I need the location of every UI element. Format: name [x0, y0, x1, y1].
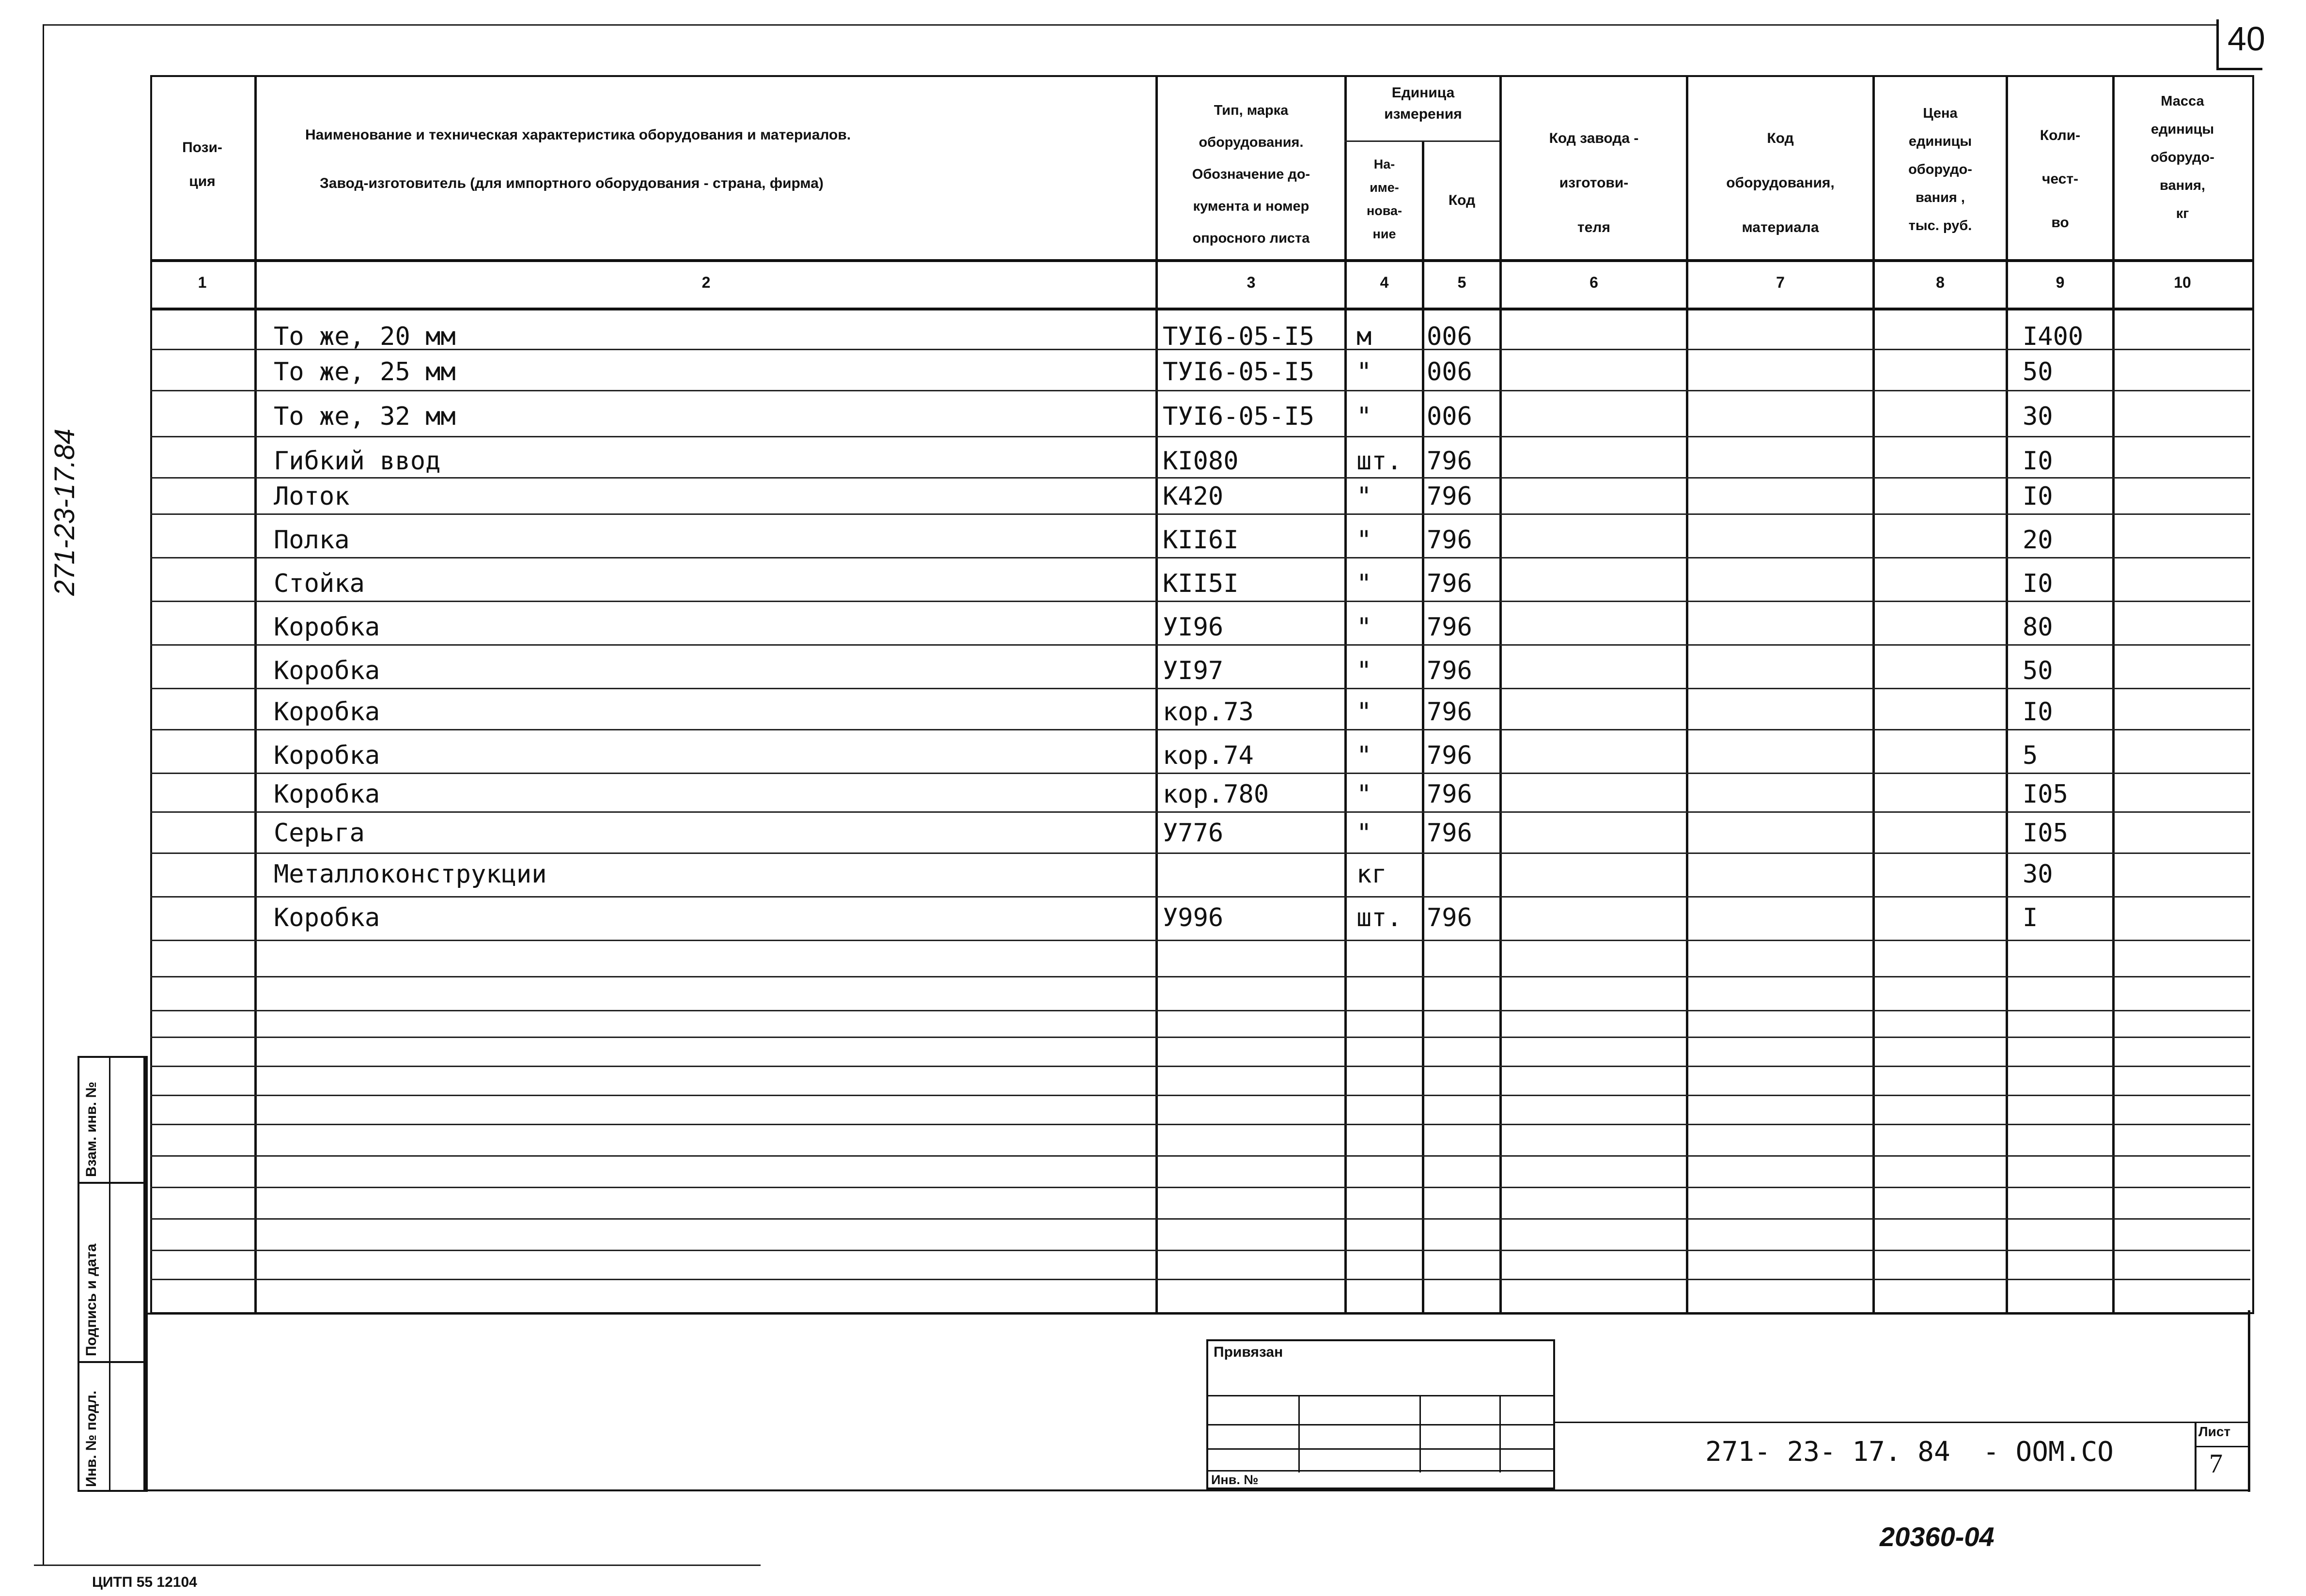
header-bottom-line — [150, 259, 2253, 262]
colnum-1: 1 — [198, 274, 207, 291]
item-quantity: I — [2023, 903, 2038, 932]
row-separator — [150, 976, 2250, 977]
stamp-line2 — [1206, 1424, 1555, 1426]
row-separator — [150, 852, 2250, 854]
item-name: Коробка — [274, 656, 380, 685]
colnum-6: 6 — [1589, 274, 1598, 291]
item-name: То же, 20 мм — [274, 322, 456, 351]
item-unit: " — [1356, 402, 1372, 431]
row-separator — [150, 557, 2250, 558]
side-stamp-podpis: Подпись и дата — [83, 1243, 99, 1356]
header-unit-group: Единица измерения — [1384, 85, 1462, 122]
item-name: Полка — [274, 526, 350, 555]
row-separator — [150, 811, 2250, 813]
item-unit: " — [1356, 526, 1372, 555]
item-type: ТУI6-05-I5 — [1163, 322, 1315, 351]
header-position: Пози- ция — [182, 139, 222, 189]
row-separator — [150, 773, 2250, 774]
lower-band-bottom — [145, 1489, 2250, 1491]
header-name-line1: Наименование и техническая характеристика оборудования и материалов. — [305, 127, 851, 143]
lower-right-line — [2248, 1310, 2250, 1492]
item-type: У776 — [1163, 819, 1224, 848]
row-separator — [150, 940, 2250, 941]
document-designation: 271- 23- 17. 84 - ООМ.СО — [1705, 1436, 2114, 1468]
page-left-line — [43, 24, 44, 1565]
row-separator — [150, 477, 2250, 479]
lower-band-top — [145, 1313, 2250, 1315]
item-unit: " — [1356, 780, 1372, 809]
row-separator — [150, 1218, 2250, 1220]
item-unit-code: 006 — [1427, 402, 1472, 431]
item-unit-code: 796 — [1427, 697, 1472, 727]
item-type: кор.73 — [1163, 697, 1254, 727]
item-name: Гибкий ввод — [274, 447, 441, 476]
item-unit-code: 796 — [1427, 482, 1472, 511]
item-quantity: I0 — [2023, 447, 2053, 476]
item-unit-code: 796 — [1427, 447, 1472, 476]
row-separator — [150, 513, 2250, 515]
col-line-6 — [1686, 75, 1688, 1313]
item-quantity: I0 — [2023, 569, 2053, 598]
row-separator — [150, 1037, 2250, 1038]
stamp-line3 — [1206, 1448, 1555, 1450]
row-separator — [150, 601, 2250, 602]
sheet-box-divider — [2195, 1446, 2248, 1447]
colnum-4: 4 — [1380, 274, 1389, 291]
col-line-1 — [254, 75, 257, 1313]
item-unit: " — [1356, 819, 1372, 848]
item-quantity: I0 — [2023, 482, 2053, 511]
side-stamp-sep2 — [78, 1361, 145, 1363]
col-line-2 — [1155, 75, 1158, 1313]
row-separator — [150, 896, 2250, 898]
side-stamp-sep1 — [78, 1182, 145, 1184]
item-type: кор.780 — [1163, 780, 1269, 809]
item-unit-code: 796 — [1427, 526, 1472, 555]
colnum-8: 8 — [1936, 274, 1945, 291]
item-type: ТУI6-05-I5 — [1163, 402, 1315, 431]
item-unit: " — [1356, 482, 1372, 511]
item-quantity: 20 — [2023, 526, 2053, 555]
footer-code: 20360-04 — [1880, 1521, 1994, 1552]
header-equipment-code: Код оборудования, материала — [1726, 130, 1835, 235]
unit-group-line — [1344, 140, 1499, 142]
item-quantity: 50 — [2023, 656, 2053, 685]
colnum-7: 7 — [1776, 274, 1785, 291]
header-price: Цена единицы оборудо- вания , тыс. руб. — [1908, 106, 1972, 233]
item-name: Коробка — [274, 741, 380, 770]
item-name: То же, 25 мм — [274, 357, 456, 387]
row-separator — [150, 688, 2250, 689]
item-unit-code: 006 — [1427, 322, 1472, 351]
row-separator — [150, 1187, 2250, 1188]
item-quantity: I400 — [2023, 322, 2084, 351]
item-quantity: 80 — [2023, 613, 2053, 642]
item-unit-code: 796 — [1427, 656, 1472, 685]
item-quantity: 5 — [2023, 741, 2038, 770]
row-separator — [150, 1095, 2250, 1096]
item-unit: шт. — [1356, 903, 1402, 932]
privyazan-label: Привязан — [1214, 1344, 1283, 1360]
side-stamp-divider — [109, 1056, 110, 1492]
col-line-7 — [1872, 75, 1875, 1313]
stamp-line4 — [1206, 1470, 1555, 1472]
header-unit-code: Код — [1448, 192, 1476, 208]
item-unit: " — [1356, 741, 1372, 770]
bottom-dashed-line — [34, 1565, 761, 1566]
item-type: ТУI6-05-I5 — [1163, 357, 1315, 387]
privyazan-stamp — [1206, 1339, 1555, 1489]
row-separator — [150, 1250, 2250, 1251]
item-quantity: 30 — [2023, 860, 2053, 889]
item-type: КII6I — [1163, 526, 1239, 555]
item-type: У996 — [1163, 903, 1224, 932]
header-factory-code: Код завода - изготови- теля — [1549, 130, 1639, 235]
item-type: УI97 — [1163, 656, 1224, 685]
sheet-label: Лист — [2198, 1424, 2231, 1439]
item-unit-code: 796 — [1427, 903, 1472, 932]
item-unit-code: 796 — [1427, 780, 1472, 809]
item-name: Коробка — [274, 780, 380, 809]
item-unit-code: 006 — [1427, 357, 1472, 387]
colnum-5: 5 — [1457, 274, 1466, 291]
item-type: кор.74 — [1163, 741, 1254, 770]
item-type: УI96 — [1163, 613, 1224, 642]
header-mass: Масса единицы оборудо- вания, кг — [2150, 93, 2214, 221]
col-line-5 — [1499, 75, 1502, 1313]
item-unit: кг — [1356, 860, 1387, 889]
item-unit: " — [1356, 697, 1372, 727]
item-unit-code: 796 — [1427, 613, 1472, 642]
item-name: Серьга — [274, 819, 365, 848]
page-top-line — [44, 24, 2216, 26]
col-line-4 — [1422, 140, 1424, 1313]
row-separator — [150, 1010, 2250, 1011]
item-quantity: 50 — [2023, 357, 2053, 387]
side-code: 271-23-17.84 — [49, 428, 80, 596]
item-name: То же, 32 мм — [274, 402, 456, 431]
row-separator — [150, 1124, 2250, 1125]
item-unit-code: 796 — [1427, 819, 1472, 848]
header-quantity: Коли- чест- во — [2040, 127, 2081, 231]
row-separator — [150, 1066, 2250, 1067]
item-type: КI080 — [1163, 447, 1239, 476]
item-unit: шт. — [1356, 447, 1402, 476]
stamp-v3 — [1499, 1395, 1501, 1472]
item-quantity: 30 — [2023, 402, 2053, 431]
col-line-8 — [2006, 75, 2008, 1313]
side-stamp-inv: Инв. № подл. — [83, 1390, 99, 1487]
item-quantity: I0 — [2023, 697, 2053, 727]
item-name: Коробка — [274, 613, 380, 642]
inv-no-label: Инв. № — [1211, 1472, 1259, 1487]
bottom-left-text: ЦИТП 55 12104 — [92, 1574, 197, 1590]
item-name: Коробка — [274, 697, 380, 727]
item-name: Металлоконструкции — [274, 860, 547, 889]
colnum-3: 3 — [1246, 274, 1256, 291]
sheet-number: 7 — [2209, 1449, 2223, 1479]
col-line-9 — [2112, 75, 2115, 1313]
item-unit: " — [1356, 613, 1372, 642]
item-unit-code: 796 — [1427, 569, 1472, 598]
header-unit-name: На- име- нова- ние — [1366, 157, 1402, 241]
row-separator — [150, 729, 2250, 730]
item-unit: " — [1356, 569, 1372, 598]
item-type: КII5I — [1163, 569, 1239, 598]
row-separator — [150, 436, 2250, 437]
header-type: Тип, марка оборудования. Обозначение до- кумента и номер опросного листа — [1192, 103, 1310, 246]
item-unit: " — [1356, 357, 1372, 387]
row-separator — [150, 1155, 2250, 1157]
item-unit: " — [1356, 656, 1372, 685]
item-unit: м — [1356, 322, 1372, 351]
item-name: Лоток — [274, 482, 350, 511]
sheet-corner-number: 40 — [2228, 20, 2265, 58]
item-quantity: I05 — [2023, 780, 2068, 809]
row-separator — [150, 390, 2250, 391]
row-separator — [150, 1279, 2250, 1280]
stamp-v2 — [1419, 1395, 1421, 1472]
header-name-line2: Завод-изготовитель (для импортного оборудования - страна, фирма) — [320, 175, 824, 191]
item-name: Стойка — [274, 569, 365, 598]
stamp-v1 — [1298, 1395, 1300, 1472]
designation-top-line — [1555, 1422, 2248, 1423]
colnum-bottom-line — [150, 308, 2253, 310]
item-name: Коробка — [274, 903, 380, 932]
colnum-2: 2 — [701, 274, 711, 291]
colnum-10: 10 — [2174, 274, 2191, 291]
item-type: К420 — [1163, 482, 1224, 511]
lower-left-line — [145, 1056, 148, 1492]
item-unit-code: 796 — [1427, 741, 1472, 770]
item-quantity: I05 — [2023, 819, 2068, 848]
col-line-3 — [1344, 75, 1347, 1313]
row-separator — [150, 644, 2250, 646]
stamp-line1 — [1206, 1395, 1555, 1396]
colnum-9: 9 — [2056, 274, 2065, 291]
side-stamp-vzam: Взам. инв. № — [83, 1082, 99, 1177]
